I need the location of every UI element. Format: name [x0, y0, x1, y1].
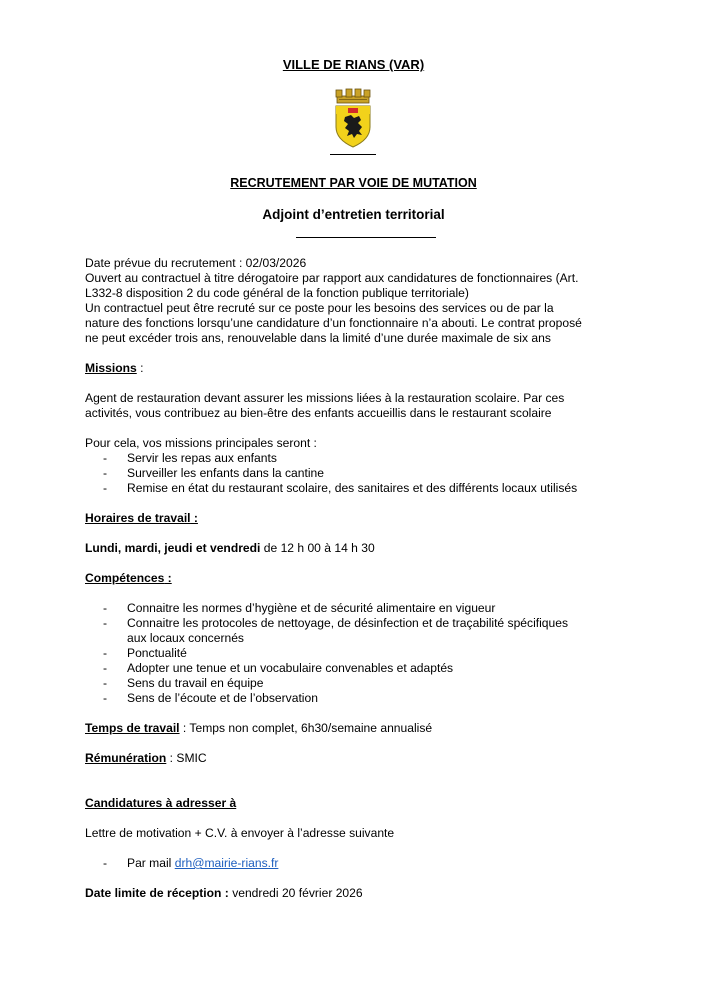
- mission-item: Servir les repas aux enfants: [127, 451, 277, 465]
- missions-heading: Missions :: [85, 361, 144, 375]
- list-marker: -: [103, 466, 108, 480]
- list-marker: -: [103, 661, 108, 675]
- list-marker: -: [103, 646, 108, 660]
- title-underline: [296, 237, 436, 238]
- missions-text: Agent de restauration devant assurer les missions liées à la restauration scolaire. Par ces: [85, 391, 565, 405]
- list-marker: -: [103, 676, 108, 690]
- competence-item: Ponctualité: [127, 646, 187, 660]
- list-marker: -: [103, 601, 108, 615]
- competence-item: Adopter une tenue et un vocabulaire convenables et adaptés: [127, 661, 454, 675]
- recruitment-date: Date prévue du recrutement : 02/03/2026: [85, 256, 307, 270]
- town-title: VILLE DE RIANS (VAR): [282, 57, 425, 72]
- mission-item: Remise en état du restaurant scolaire, des sanitaires et des différents locaux utilisés: [127, 481, 578, 495]
- candidatures-text: Lettre de motivation + C.V. à envoyer à l’adresse suivante: [85, 826, 395, 840]
- mission-item: Surveiller les enfants dans la cantine: [127, 466, 324, 480]
- remuneration: Rémunération : SMIC: [85, 751, 207, 765]
- list-marker: -: [103, 616, 108, 630]
- temps-de-travail: Temps de travail : Temps non complet, 6h30/semaine annualisé: [85, 721, 433, 735]
- logo-underline: [330, 154, 376, 155]
- missions-list-intro: Pour cela, vos missions principales seront :: [85, 436, 317, 450]
- list-marker: -: [103, 856, 108, 870]
- intro-line: ne peut excéder trois ans, renouvelable dans la limité d’une durée maximale de six ans: [85, 331, 551, 345]
- list-marker: -: [103, 481, 108, 495]
- competence-item: Connaitre les protocoles de nettoyage, de désinfection et de traçabilité spécifiques: [127, 616, 569, 630]
- recruitment-title: RECRUTEMENT PAR VOIE DE MUTATION: [230, 176, 477, 190]
- deadline: Date limite de réception : vendredi 20 février 2026: [85, 886, 363, 900]
- horaires-heading: Horaires de travail :: [85, 511, 198, 525]
- competences-heading: Compétences :: [85, 571, 172, 585]
- competence-item: Connaitre les normes d’hygiène et de sécurité alimentaire en vigueur: [127, 601, 496, 615]
- missions-text: activités, vous contribuez au bien-être des enfants accueillis dans le restaurant scolaire: [85, 406, 552, 420]
- competence-item-continued: aux locaux concernés: [127, 631, 244, 645]
- intro-line: nature des fonctions lorsqu’une candidature d’un fonctionnaire n’a abouti. Le contrat proposé: [85, 316, 582, 330]
- coat-of-arms-logo: [329, 87, 377, 149]
- list-marker: -: [103, 691, 108, 705]
- intro-line: L332-8 disposition 2 du code général de la fonction publique territoriale): [85, 286, 469, 300]
- horaires-schedule: Lundi, mardi, jeudi et vendredi de 12 h 00 à 14 h 30: [85, 541, 375, 555]
- coat-of-arms-svg: [329, 87, 377, 149]
- intro-line: Ouvert au contractuel à titre dérogatoire par rapport aux candidatures de fonctionnaires (Art.: [85, 271, 579, 285]
- intro-line: Un contractuel peut être recruté sur ce poste pour les besoins des services ou de par la: [85, 301, 554, 315]
- competence-item: Sens de l’écoute et de l’observation: [127, 691, 318, 705]
- list-marker: -: [103, 451, 108, 465]
- competence-item: Sens du travail en équipe: [127, 676, 264, 690]
- email-link[interactable]: drh@mairie-rians.fr: [174, 856, 279, 870]
- job-title: Adjoint d’entretien territorial: [262, 207, 445, 222]
- mail-contact: Par mail drh@mairie-rians.fr: [127, 856, 279, 870]
- candidatures-heading: Candidatures à adresser à: [85, 796, 237, 810]
